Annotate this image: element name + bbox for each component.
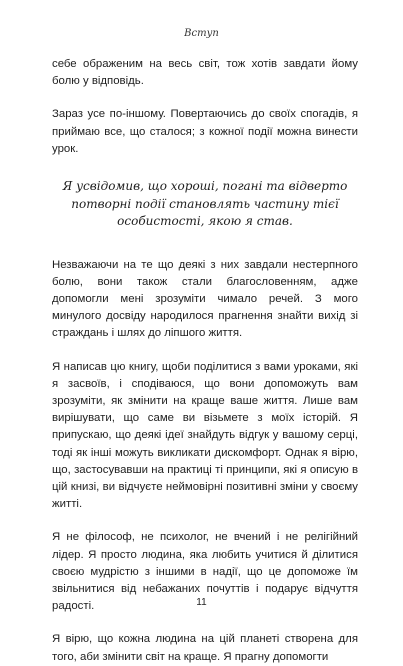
paragraph: себе ображеним на весь світ, тож хотів завдати йому болю у відповідь. bbox=[52, 58, 358, 88]
paragraph: Я написав цю книгу, щоби поділитися з вами уроками, які я засвоїв, і сподіваюся, що вони допоможуть вам зрозуміти, як змінити на краще ваше життя. Лише вам вирішувати, що саме ви візьмете з моїх історій. Я припускаю, що деякі ідеї знайдуть відгук у вашому серці, тоді як інші можуть викликати дискомфорт. Однак я вірю, що, застосувавши на практиці ті принципи, які я описую в цій книзі, ви відчуєте неймовірні позитивні зміни у своєму житті. bbox=[52, 360, 358, 511]
running-head: Вступ bbox=[184, 28, 219, 39]
paragraph: Зараз усе по-іншому. Повертаючись до своїх спогадів, я приймаю все, що сталося; з кожної події можна винести урок. bbox=[52, 108, 358, 155]
paragraph: Незважаючи на те що деякі з них завдали нестерпного болю, вони також стали благословенням, адже допомогли мені зрозуміти чимало речей. З мого минулого досвіду народилося прагнення знайти вихід зі страждань і шлях до ліпшого життя. bbox=[52, 258, 358, 340]
paragraph: Я не філософ, не психолог, не вчений і не релігійний лідер. Я просто людина, яка любить учитися й ділитися своєю мудрістю з іншими в надії, що це допоможе їм звільнитися від небажаних почуттів і подарує відчуття радості. bbox=[52, 531, 358, 613]
paragraph: Я вірю, що кожна людина на цій планеті створена для того, аби змінити світ на краще. Я прагну допомогти bbox=[52, 633, 358, 663]
pull-quote: Я усвідомив, що хороші, погані та відверто потворні події становлять частину тієї особистості, якою я став. bbox=[62, 179, 348, 229]
body-text bbox=[52, 56, 358, 666]
page-number: 11 bbox=[196, 597, 207, 608]
